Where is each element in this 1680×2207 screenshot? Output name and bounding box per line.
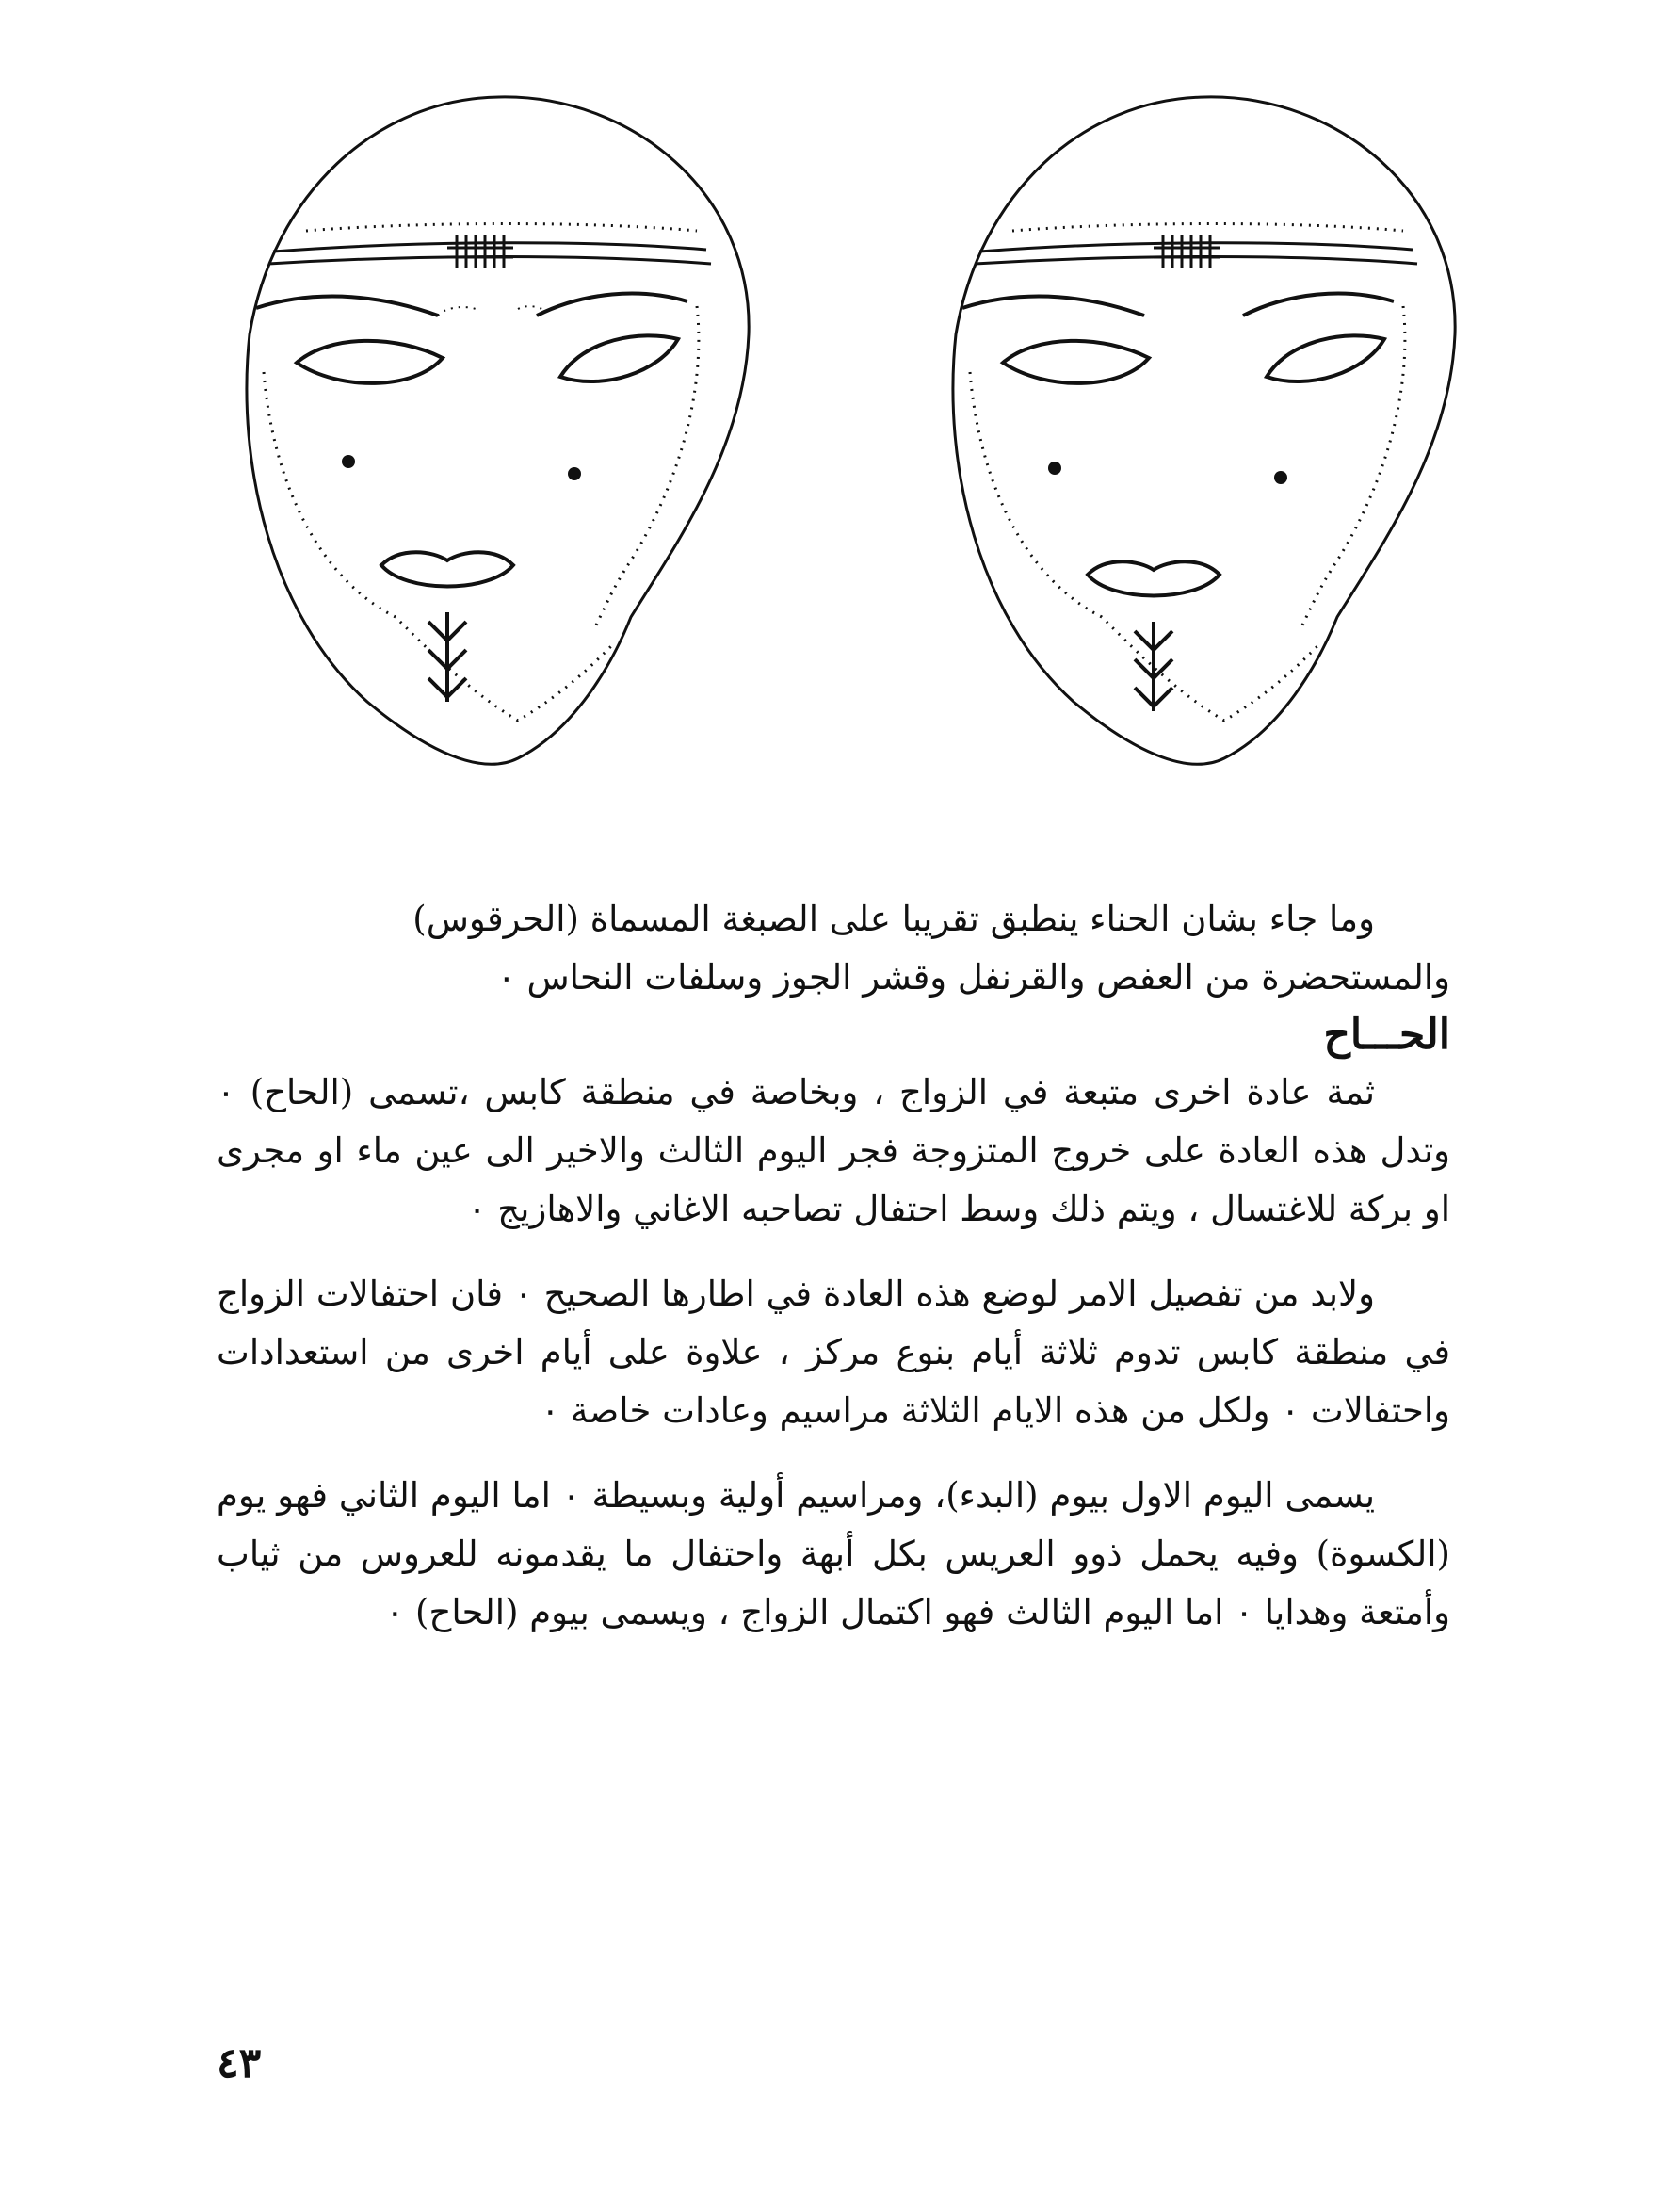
page-number: ٤٣ bbox=[217, 2039, 262, 2087]
face-tattoo-figures bbox=[235, 89, 1460, 787]
face-diagram-left bbox=[235, 89, 763, 768]
face-drawing-icon bbox=[235, 89, 763, 768]
paragraph-2: ولابد من تفصيل الامر لوضع هذه العادة في اطارها الصحيح ٠ فان احتفالات الزواج في منطقة كابس تدوم ثلاثة أيام بنوع مركز ، علاوة على أيام اخرى من استعدادات واحتفالات ٠ ولكل من هذه الايام الثلاثة مراسيم وعادات خاصة ٠ bbox=[217, 1274, 1450, 1431]
face-drawing-icon bbox=[942, 89, 1469, 768]
intro-line-1: وما جاء بشان الحناء ينطبق تقريبا على الصبغة المسماة (الحرقوس) bbox=[412, 899, 1375, 939]
face-diagram-right bbox=[942, 89, 1469, 768]
paragraph-1: ثمة عادة اخرى متبعة في الزواج ، وبخاصة في منطقة كابس ،تسمى (الحاح) ٠ وتدل هذه العادة على خروج المتزوجة فجر اليوم الثالث والاخير الى عين ماء او مجرى او بركة للاغتسال ، ويتم ذلك وسط احتفال تصاحبه الاغاني والاهازيج ٠ bbox=[217, 1072, 1450, 1229]
body-text bbox=[217, 890, 1450, 1668]
paragraph-3: يسمى اليوم الاول بيوم (البدء)، ومراسيم أولية وبسيطة ٠ اما اليوم الثاني فهو يوم (الكسوة) وفيه يحمل ذوو العريس بكل أبهة واحتفال ما يقدمونه للعروس من ثياب وأمتعة وهدايا ٠ اما اليوم الثالث فهو اكتمال الزواج ، ويسمى بيوم (الحاح) ٠ bbox=[217, 1475, 1450, 1632]
intro-line-2: والمستحضرة من العفص والقرنفل وقشر الجوز وسلفات النحاس ٠ bbox=[496, 957, 1450, 998]
section-heading: الحـــاح bbox=[1323, 1011, 1450, 1059]
